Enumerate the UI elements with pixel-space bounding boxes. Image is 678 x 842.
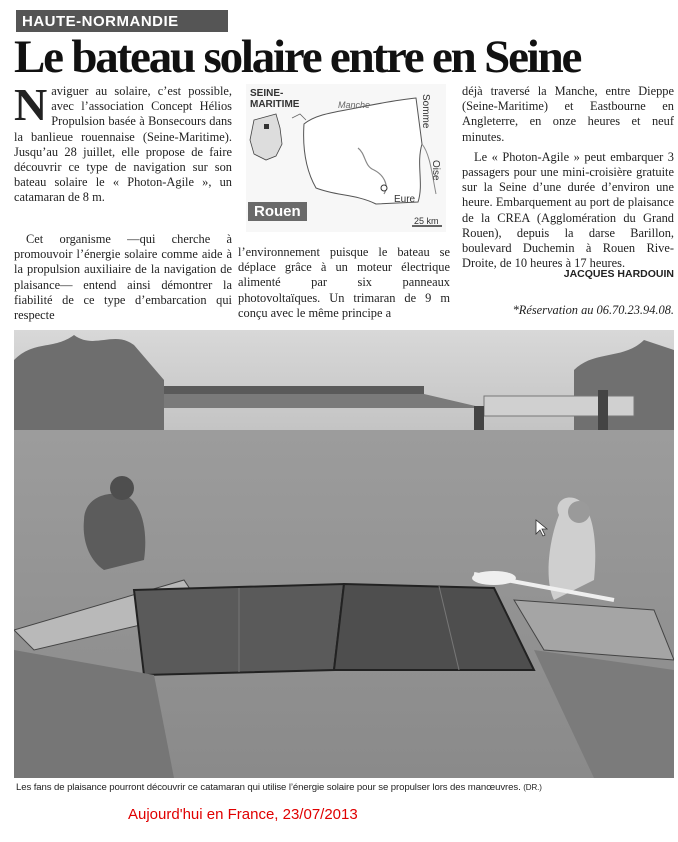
map-river-eure-label: Eure: [394, 194, 416, 205]
photo-caption: [16, 782, 676, 793]
headline: Le bateau solaire entre en Seine: [14, 31, 581, 83]
map-river-somme-label: Somme: [420, 94, 431, 129]
map-city-label: Rouen: [248, 202, 307, 221]
paragraph-2: Cet organisme —qui cherche à promouvoir l’énergie solaire comme aide à la propulsion auxiliaire de la navigation de plaisance— entend ainsi démontrer la fiabilité de ce type d’embarcation qui respecte: [14, 232, 232, 323]
caption-text: Les fans de plaisance pourront découvrir ce catamaran qui utilise l’énergie solaire pour se propulser lors des manœuvres.: [16, 782, 521, 793]
location-map: [246, 84, 446, 232]
map-scale-label: 25 km: [414, 216, 439, 226]
photo-credit: (DR.): [523, 783, 542, 792]
map-region-label: SEINE-MARITIME: [250, 88, 300, 110]
drop-cap: N: [14, 79, 48, 130]
booking-note: *Réservation au 06.70.23.94.08.: [512, 303, 674, 317]
paragraph-3: déjà traversé la Manche, entre Dieppe (Seine-Maritime) et Eastbourne en Angleterre, en onze heures et neuf minutes.: [462, 84, 674, 144]
map-sea-label: Manche: [338, 100, 371, 110]
paragraph-4: Le « Photon-Agile » peut embarquer 3 passagers pour une mini-croisière gratuite sur la Seine d’une durée d’environ une heure. Embarquement au port de plaisance de la CREA (Agglomération du Grand Rouen), depuis la darse Barillon, boulevard Duchemin à Rouen Rive-Droite, de 10 heures à 17 heures.: [462, 149, 674, 271]
source-note: Aujourd'hui en France, 23/07/2013: [128, 806, 358, 823]
author-byline: JACQUES HARDOUIN: [563, 268, 674, 280]
paragraph-2-continued: l’environnement puisque le bateau se déplace grâce à un moteur électrique alimenté par six panneaux photovoltaïques. Un trimaran de 9 m conçu avec le même principe a: [238, 245, 450, 320]
paragraph-1: aviguer au solaire, c’est possible, avec l’association Concept Hélios Propulsion basée à Bonsecours dans la banlieue rouennaise (Seine-Maritime). Jusqu’au 28 juillet, elle propose de faire découvrir ce type de navigation sur son bateau solaire le « Photon-Agile », un catamaran de 8 m.: [14, 84, 232, 205]
article-column-2: [238, 245, 450, 326]
section-kicker: HAUTE-NORMANDIE: [16, 10, 228, 32]
article-column-1: [14, 79, 232, 211]
map-river-oise-label: Oise: [430, 160, 441, 181]
article-column-1-bottom: [14, 232, 232, 328]
catamaran-photo: [14, 330, 674, 778]
article-column-3: [462, 84, 674, 276]
photo-illustration: [14, 330, 674, 778]
